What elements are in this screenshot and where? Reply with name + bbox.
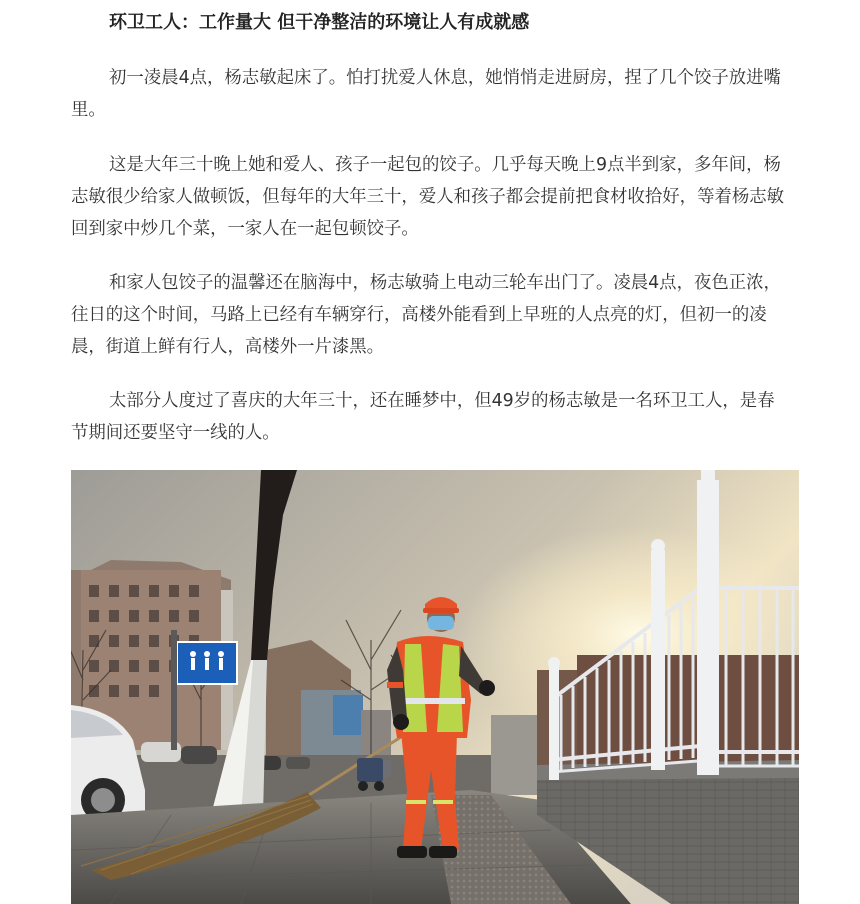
photo-illustration [71,470,799,904]
article-paragraph: 太部分人度过了喜庆的大年三十，还在睡梦中，但49岁的杨志敏是一名环卫工人，是春节期间还要坚守一线的人。 [71,391,775,443]
article-photo [71,470,799,904]
article-paragraph: 和家人包饺子的温馨还在脑海中，杨志敏骑上电动三轮车出门了。凌晨4点，夜色正浓，往日的这个时间，马路上已经有车辆穿行，高楼外能看到上早班的人点亮的灯，但初一的凌晨，街道上鲜有行人，高楼外一片漆黑。 [71,273,781,357]
article-paragraph: 初一凌晨4点，杨志敏起床了。怕打扰爱人休息，她悄悄走进厨房，捏了几个饺子放进嘴里。 [71,68,781,120]
article-headline: 环卫工人：工作量大 但干净整洁的环境让人有成就感 [109,12,530,33]
article-paragraph: 这是大年三十晚上她和爱人、孩子一起包的饺子。几乎每天晚上9点半到家，多年间，杨志敏很少给家人做顿饭，但每年的大年三十，爱人和孩子都会提前把食材收拾好，等着杨志敏回到家中炒几个菜，一家人在一起包顿饺子。 [71,155,785,239]
